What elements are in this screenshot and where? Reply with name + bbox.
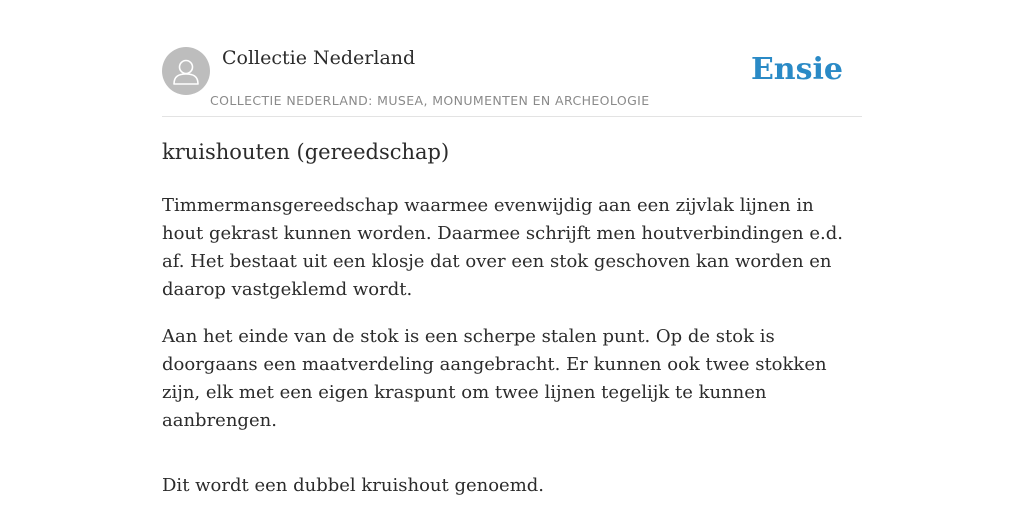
avatar[interactable] <box>162 47 210 95</box>
entry-paragraph-3: Dit wordt een dubbel kruishout genoemd. <box>162 475 545 496</box>
entry-paragraph-2: Aan het einde van de stok is een scherpe stalen punt. Op de stok is doorgaans een maatverdeling aangebracht. Er kunnen ook twee stokken zijn, elk met een eigen kraspunt om twee lijnen tegelijk te kunnen aanbrengen. <box>162 326 827 431</box>
brand-logo[interactable]: Ensie <box>750 52 843 87</box>
page-header <box>162 40 862 117</box>
source-label[interactable]: COLLECTIE NEDERLAND: MUSEA, MONUMENTEN EN ARCHEOLOGIE <box>210 93 650 108</box>
entry-body <box>162 192 852 519</box>
entry-title: kruishouten (gereedschap) <box>162 140 450 164</box>
user-icon <box>162 47 210 95</box>
entry-paragraph-1: Timmermansgereedschap waarmee evenwijdig aan een zijvlak lijnen in hout gekrast kunnen worden. Daarmee schrijft men houtverbindingen e.d. af. Het bestaat uit een klosje dat over een stok geschoven kan worden en daarop vastgeklemd wordt. <box>162 195 843 300</box>
author-name[interactable]: Collectie Nederland <box>222 47 416 69</box>
